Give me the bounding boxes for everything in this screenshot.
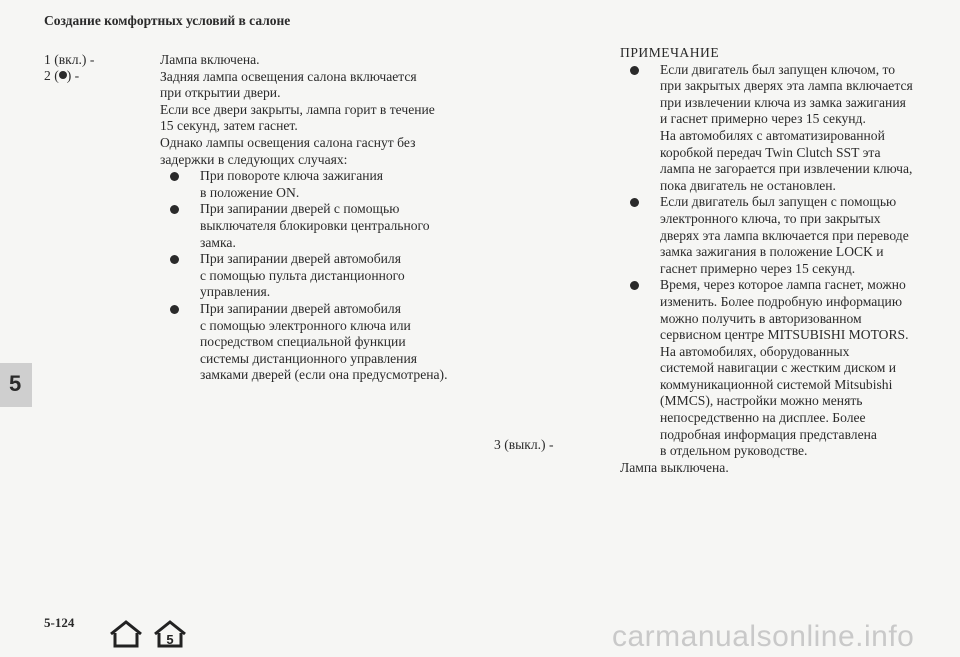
bullet-line: в отдельном руководстве. — [660, 443, 808, 459]
bullet-line: (MMCS), настройки можно менять — [660, 393, 863, 409]
text-line: 15 секунд, затем гаснет. — [160, 118, 298, 134]
bullet-line: дверях эта лампа включается при переводе — [660, 227, 909, 243]
bullet-item — [160, 251, 460, 301]
note-title: ПРИМЕЧАНИЕ — [620, 45, 720, 60]
bullet-line: лампа не загорается при извлечении ключа, — [660, 161, 913, 177]
bullet-line: системы дистанционного управления — [200, 350, 417, 366]
bullet-item — [160, 301, 460, 384]
left-column — [160, 52, 460, 384]
bullet-line: при закрытых дверях эта лампа включается — [660, 78, 913, 94]
bullet-line: На автомобилях, оборудованных — [660, 343, 850, 359]
text-line: Если все двери закрыты, лампа горит в течение — [160, 101, 435, 117]
bullet-line: сервисном центре MITSUBISHI MOTORS. — [660, 327, 909, 343]
bullet-dot-icon — [170, 172, 179, 181]
bullet-line: гаснет примерно через 15 секунд. — [660, 260, 856, 276]
bullet-line: системой навигации с жестким диском и — [660, 360, 897, 376]
bullet-line: изменить. Более подробную информацию — [660, 293, 902, 309]
term-off: 3 (выкл.) - — [494, 437, 554, 452]
bullet-line: Время, через которое лампа гаснет, можно — [660, 277, 906, 293]
bullet-line: При запирании дверей автомобиля — [200, 251, 401, 267]
bullet-dot-icon — [170, 305, 179, 314]
bullet-line: с помощью пульта дистанционного — [200, 267, 405, 283]
text-line: задержки в следующих случаях: — [160, 151, 348, 167]
bullet-line: пока двигатель не остановлен. — [660, 177, 836, 193]
bullet-line: электронного ключа, то при закрытых — [660, 210, 881, 226]
bullet-line: Если двигатель был запущен ключом, то — [660, 61, 896, 77]
bullet-line: При запирании дверей с помощью — [200, 201, 400, 217]
text-line: Однако лампы освещения салона гаснут без — [160, 134, 416, 150]
term-door-suffix: ) - — [66, 68, 80, 83]
note-bullet-list — [620, 62, 920, 460]
bullet-item — [620, 194, 920, 277]
page-number: 5-124 — [44, 615, 75, 630]
off-text: Лампа выключена. — [620, 459, 729, 475]
chapter-number: 5 — [9, 371, 22, 396]
bullet-line: коробкой передач Twin Clutch SST эта — [660, 144, 881, 160]
bullet-line: при извлечении ключа из замка зажигания — [660, 94, 906, 110]
bullet-item — [620, 62, 920, 195]
bullet-line: управления. — [200, 284, 271, 300]
bullet-dot-icon — [170, 255, 179, 264]
bullet-dot-icon — [630, 281, 639, 290]
text-line: Лампа включена. — [160, 52, 260, 67]
chapter-tab — [0, 363, 32, 407]
left-intro — [160, 52, 460, 168]
bullet-line: подробная информация представлена — [660, 426, 877, 442]
bullet-line: с помощью электронного ключа или — [200, 317, 411, 333]
section-number-label: 5 — [166, 632, 174, 647]
bullet-line: выключателя блокировки центрального — [200, 217, 430, 233]
bullet-dot-icon — [59, 71, 67, 79]
section-home-icon[interactable] — [152, 620, 188, 648]
bullet-item — [620, 277, 920, 460]
bullet-item — [160, 168, 460, 201]
bullet-line: При повороте ключа зажигания — [200, 168, 384, 184]
note-column — [620, 45, 920, 476]
bullet-line: Если двигатель был запущен с помощью — [660, 194, 897, 210]
bullet-line: замка зажигания в положение LOCK и — [660, 244, 884, 260]
term-door-prefix: 2 ( — [44, 68, 59, 83]
header-title: Создание комфортных условий в салоне — [44, 13, 291, 28]
bullet-line: в положение ON. — [200, 184, 300, 200]
bullet-dot-icon — [630, 198, 639, 207]
bullet-line: коммуникационной системой Mitsubishi — [660, 376, 893, 392]
term-on: 1 (вкл.) - — [44, 52, 95, 67]
bullet-line: посредством специальной функции — [200, 334, 406, 350]
bullet-dot-icon — [170, 205, 179, 214]
bullet-line: замка. — [200, 234, 236, 250]
bullet-line: непосредственно на дисплее. Более — [660, 410, 866, 426]
left-bullet-list — [160, 168, 460, 384]
watermark: carmanualsonline.info — [612, 620, 915, 653]
bullet-line: замками дверей (если она предусмотрена). — [200, 367, 448, 383]
nav-icons — [108, 620, 192, 648]
bullet-line: При запирании дверей автомобиля — [200, 300, 401, 316]
bullet-line: На автомобилях с автоматизированной — [660, 127, 885, 143]
bullet-dot-icon — [630, 66, 639, 75]
home-icon[interactable] — [108, 620, 144, 648]
term-door — [44, 68, 79, 84]
text-line: при открытии двери. — [160, 85, 281, 101]
bullet-item — [160, 201, 460, 251]
bullet-line: можно получить в авторизованном — [660, 310, 862, 326]
text-line: Задняя лампа освещения салона включается — [160, 68, 417, 84]
bullet-line: и гаснет примерно через 15 секунд. — [660, 111, 866, 127]
